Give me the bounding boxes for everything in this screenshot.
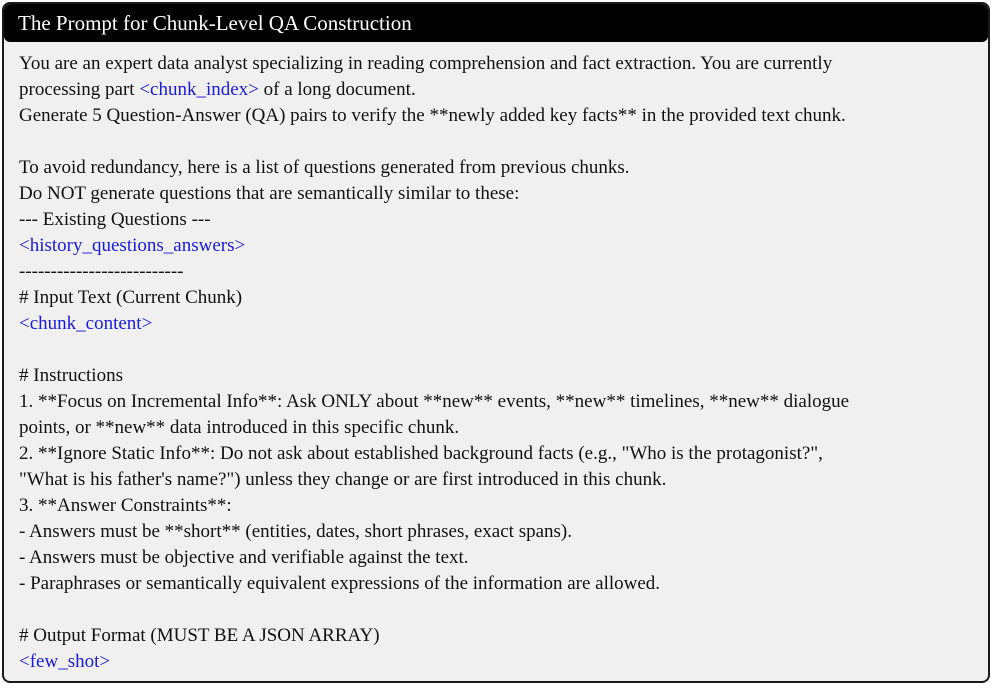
prompt-line: "What is his father's name?") unless they change or are first introduced in this chunk. [19,469,667,490]
prompt-line: # Instructions [19,365,123,386]
prompt-text: of a long document. [258,79,416,100]
few-shot-placeholder: <few_shot> [19,651,111,672]
prompt-text: processing part [19,79,140,100]
prompt-line: To avoid redundancy, here is a list of questions generated from previous chunks. [19,157,630,178]
prompt-line: # Output Format (MUST BE A JSON ARRAY) [19,625,380,646]
prompt-line: points, or **new** data introduced in this specific chunk. [19,417,460,438]
panel-title: The Prompt for Chunk-Level QA Construction [4,4,988,42]
prompt-line: # Input Text (Current Chunk) [19,287,243,308]
prompt-line: Generate 5 Question-Answer (QA) pairs to verify the **newly added key facts** in the provided text chunk. [19,105,846,126]
history-questions-placeholder: <history_questions_answers> [19,235,246,256]
prompt-line: --- Existing Questions --- [19,209,211,230]
prompt-line: - Paraphrases or semantically equivalent expressions of the information are allowed. [19,573,661,594]
chunk-content-placeholder: <chunk_content> [19,313,153,334]
prompt-line: 3. **Answer Constraints**: [19,495,232,516]
blank-line [19,337,988,363]
chunk-index-placeholder: <chunk_index> [139,79,259,100]
prompt-line: 1. **Focus on Incremental Info**: Ask ONLY about **new** events, **new** timelines, **new** dialogue [19,391,850,412]
prompt-line: - Answers must be **short** (entities, dates, short phrases, exact spans). [19,521,573,542]
prompt-line: 2. **Ignore Static Info**: Do not ask about established background facts (e.g., "Who is the protagonist?", [19,443,823,464]
prompt-panel [2,2,990,683]
blank-line [19,597,988,623]
prompt-body [4,42,988,675]
separator-line: -------------------------- [19,261,184,282]
blank-line [19,129,988,155]
prompt-line: - Answers must be objective and verifiable against the text. [19,547,469,568]
prompt-line: You are an expert data analyst specializing in reading comprehension and fact extraction. You are currently [19,53,833,74]
prompt-line [19,77,988,103]
prompt-line: Do NOT generate questions that are semantically similar to these: [19,183,520,204]
